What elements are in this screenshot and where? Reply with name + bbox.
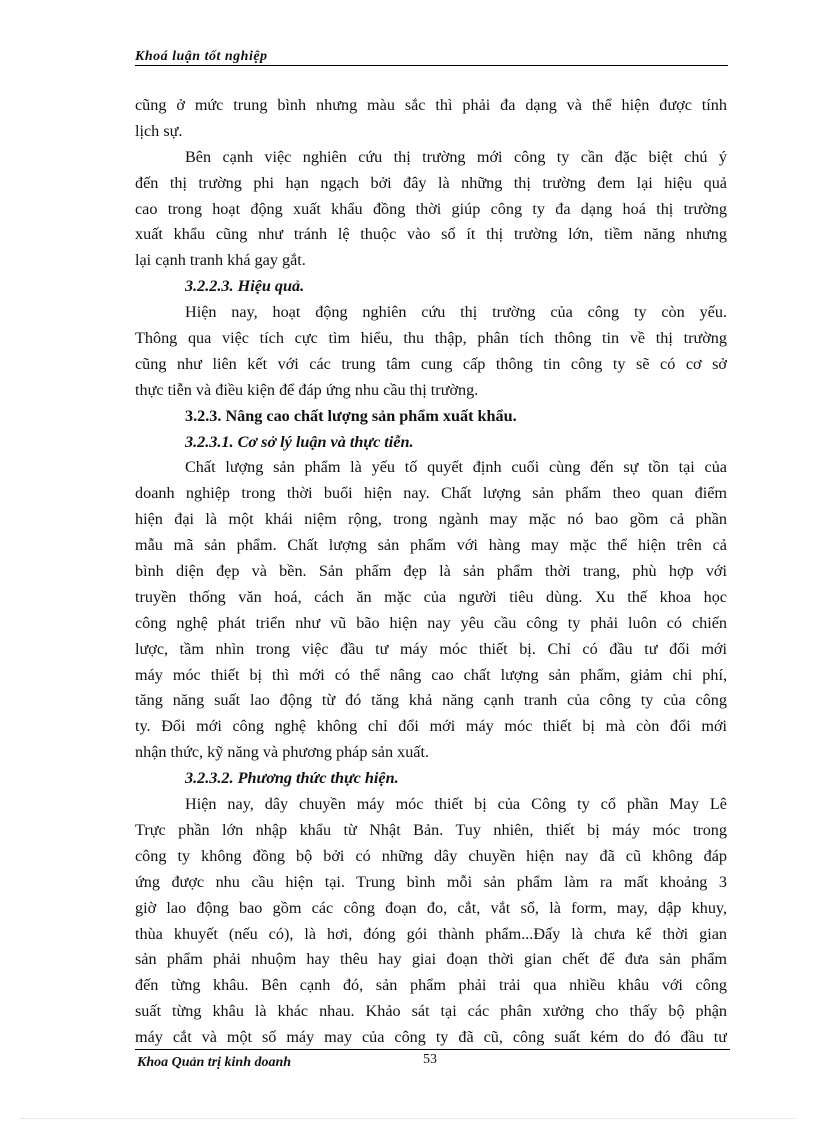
page-number: 53 [423,1052,437,1067]
footer-rule [135,1049,730,1050]
text-line: bình diện đẹp và bền. Sản phẩm đẹp là sản phẩm thời trang, phù hợp với [135,562,727,581]
text-line: mẫu mã sản phẩm. Chất lượng sản phẩm với hàng may mặc thể hiện trên cả [135,536,727,555]
page-edge-dotted-line [20,1118,796,1119]
running-header: Khoá luận tốt nghiệp [135,49,268,64]
text-line: lược, tầm nhìn trong việc đầu tư máy móc thiết bị. Chỉ có đầu tư đổi mới [135,639,727,658]
text-line: Trực phần lớn nhập khẩu từ Nhật Bản. Tuy nhiên, thiết bị máy móc trong [135,820,727,839]
text-line: thùa khuyết (nếu có), là hơi, đóng gói thành phẩm...Đấy là chưa kể thời gian [135,924,727,943]
text-line: ứng được nhu cầu hiện tại. Trung bình mỗi sản phẩm làm ra mất khoảng 3 [135,872,727,891]
paragraph-last-line: lịch sự. [135,121,183,140]
text-line: doanh nghiệp trong thời buổi hiện nay. Chất lượng sản phẩm theo quan điểm [135,484,727,503]
text-line: sản phẩm phải nhuộm hay thêu hay giai đoạn thời gian chết để đưa sản phẩm [135,950,727,969]
text-line: giờ lao động bao gồm các công đoạn đo, cắt, vắt sổ, là form, may, dập khuy, [135,898,727,917]
paragraph-first-line: Bên cạnh việc nghiên cứu thị trường mới công ty cần đặc biệt chú ý [185,147,727,166]
paragraph-last-line: thực tiễn và điều kiện để đáp ứng nhu cầu thị trường. [135,380,479,399]
text-line: tăng năng suất lao động từ đó tăng khả năng cạnh tranh của công ty của công [135,691,727,710]
text-line: truyền thống văn hoá, cách ăn mặc của người tiêu dùng. Xu thế khoa học [135,587,727,606]
subsection-heading: 3.2.3.2. Phương thức thực hiện. [185,769,399,788]
body-text [135,93,727,1051]
paragraph-last-line: lại cạnh tranh khá gay gắt. [135,251,306,270]
paragraph-first-line: Hiện nay, hoạt động nghiên cứu thị trường của công ty còn yếu. [185,303,727,322]
text-line: Thông qua việc tích cực tìm hiểu, thu thập, phân tích thông tin về thị trường [135,329,727,348]
text-line: máy móc thiết bị thì mới có thể nâng cao chất lượng sản phẩm, giảm chi phí, [135,665,727,684]
text-line: đến từng khâu. Bên cạnh đó, sản phẩm phải trải qua nhiều khâu với công [135,976,727,995]
text-line: công ty không đồng bộ bởi có những dây chuyền hiện nay đã cũ không đáp [135,846,727,865]
paragraph-first-line: Chất lượng sản phẩm là yếu tố quyết định cuối cùng đến sự tồn tại của [185,458,727,477]
text-line: cũng như liên kết với các trung tâm cung cấp thông tin công ty sẽ có cơ sở [135,354,727,373]
header-rule [135,65,728,66]
text-line: công nghệ phát triển như vũ bão hiện nay yêu cầu công ty phải luôn có chiến [135,613,727,632]
text-line: ty. Đổi mới công nghệ không chỉ đổi mới máy móc thiết bị mà còn đổi mới [135,717,727,736]
text-line: cũng ở mức trung bình nhưng màu sắc thì phải đa dạng và thể hiện được tính [135,96,727,114]
text-line: máy cắt và một số máy may của công ty đã cũ, công suất kém do đó đầu tư [135,1028,727,1047]
text-line: xuất khẩu cũng như tránh lệ thuộc vào số ít thị trường lớn, tiềm năng nhưng [135,225,727,244]
subsection-heading: 3.2.2.3. Hiệu quả. [185,277,305,296]
text-line: suất từng khâu là khác nhau. Khảo sát tại các phân xưởng cho thấy bộ phận [135,1002,727,1021]
paragraph-first-line: Hiện nay, dây chuyền máy móc thiết bị của Công ty cổ phần May Lê [185,795,727,814]
section-heading: 3.2.3. Nâng cao chất lượng sản phẩm xuất khẩu. [185,406,517,425]
text-line: đến thị trường phi hạn ngạch bởi đây là những thị trường đem lại hiệu quả [135,173,727,192]
text-line: hiện đại là một khái niệm rộng, trong ngành may mặc nó bao gồm cả phần [135,510,727,529]
text-line: cao trong hoạt động xuất khẩu đồng thời giúp công ty đa dạng hoá thị trường [135,199,727,218]
footer-department: Khoa Quản trị kinh doanh [137,1055,292,1070]
subsection-heading: 3.2.3.1. Cơ sở lý luận và thực tiễn. [185,432,414,451]
paragraph-last-line: nhận thức, kỹ năng và phương pháp sản xuất. [135,743,430,762]
